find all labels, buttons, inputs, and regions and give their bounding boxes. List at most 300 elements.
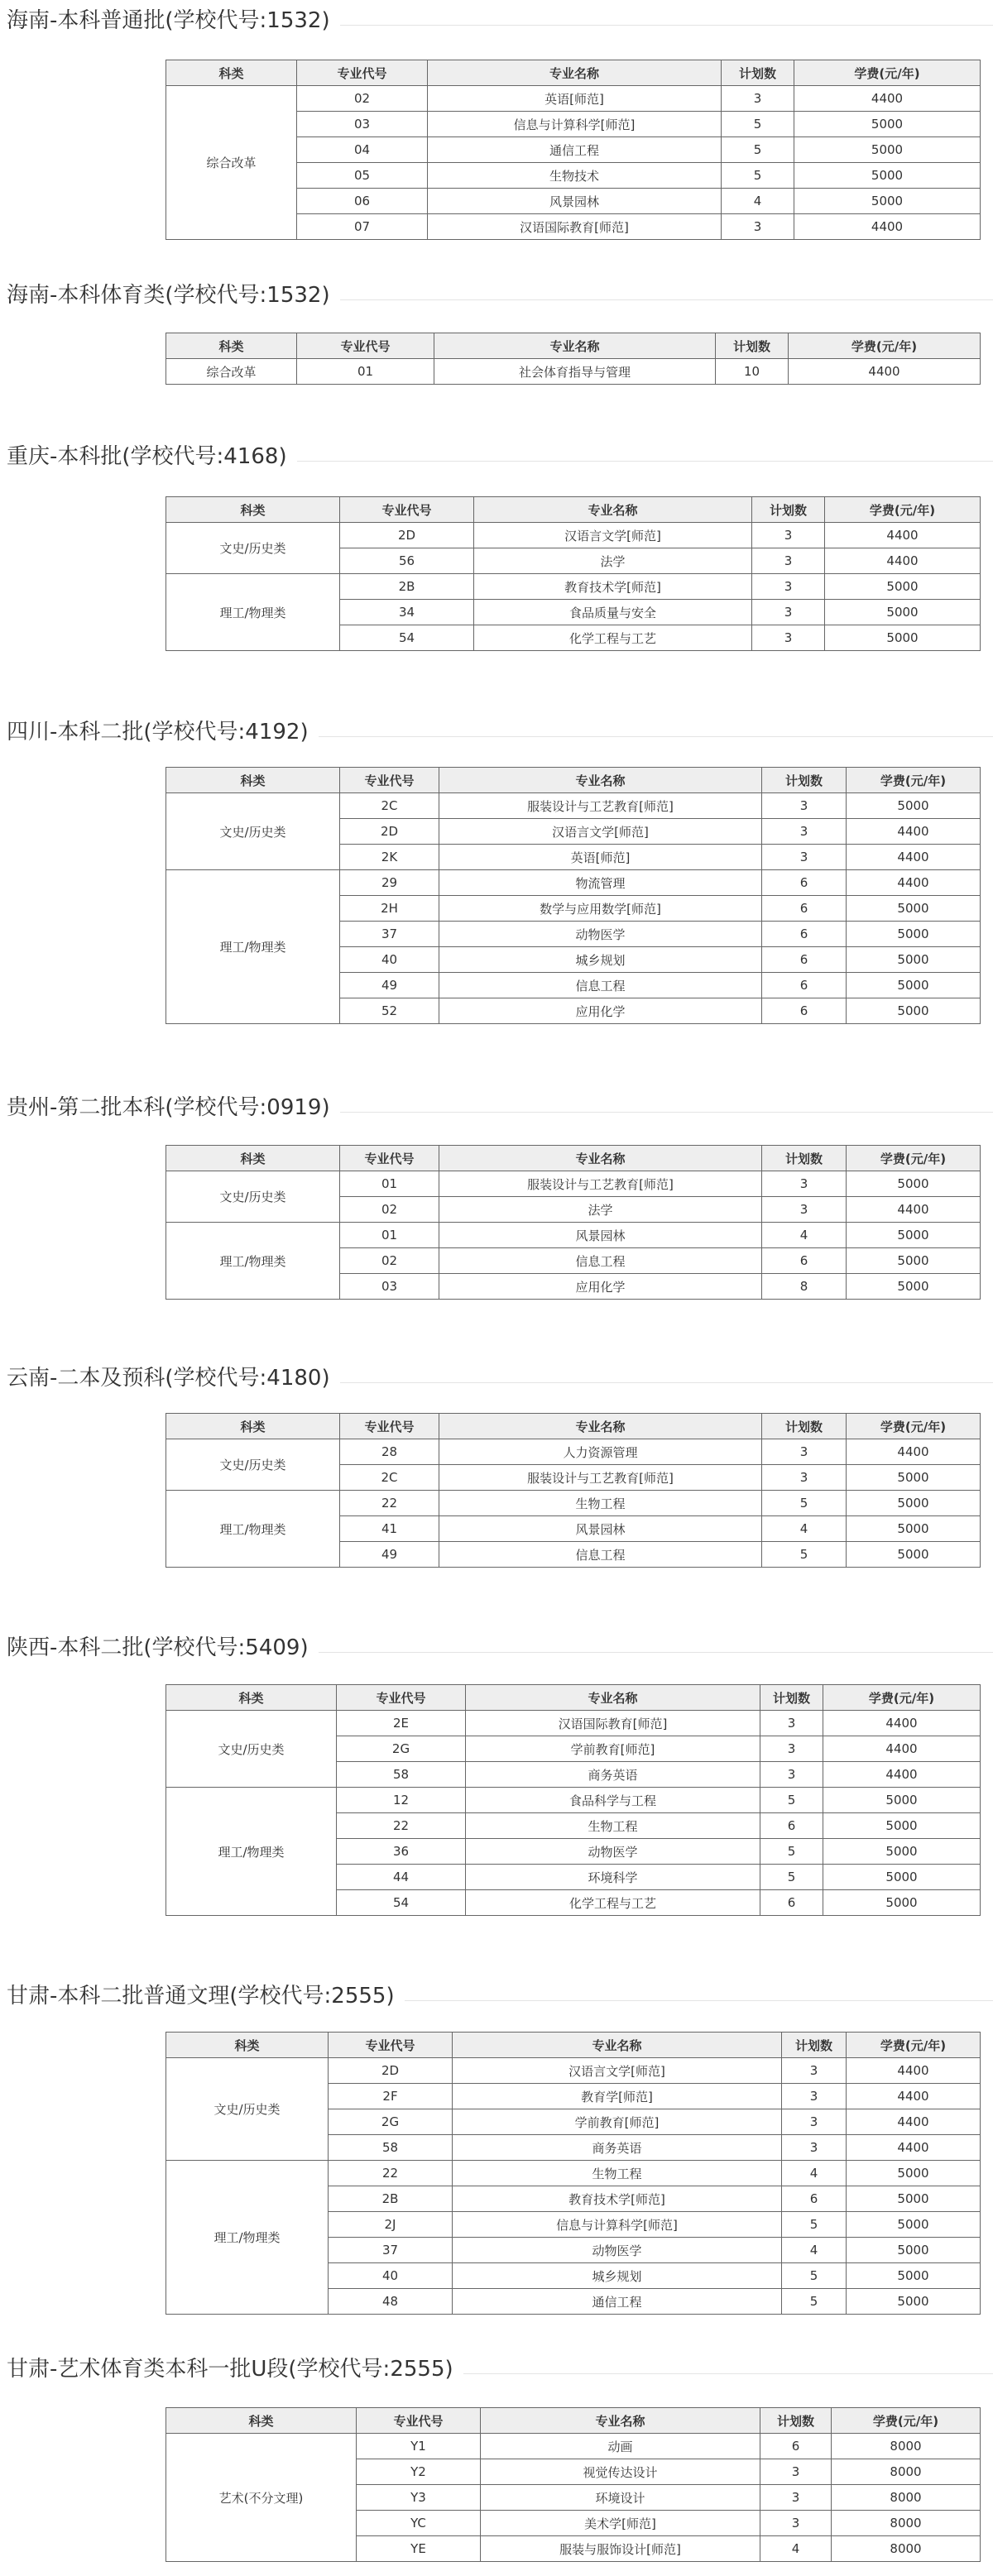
tuition-cell: 4400 [847,2058,981,2084]
tuition-cell: 5000 [823,1813,981,1839]
plan-count-cell: 6 [762,896,847,922]
header-major-name: 专业名称 [439,1414,762,1439]
major-code-cell: 48 [329,2289,453,2315]
tuition-cell: 5000 [847,2238,981,2263]
table-row [166,2161,981,2186]
major-code-cell: 41 [340,1516,439,1542]
plan-count-cell: 6 [760,1813,823,1839]
section-title: 贵州-第二批本科(学校代号:0919) [7,1095,330,1120]
major-code-cell: 44 [337,1865,466,1890]
section-title: 云南-二本及预科(学校代号:4180) [7,1366,330,1391]
plan-count-cell: 6 [762,922,847,947]
plan-count-cell: 6 [762,1248,847,1274]
major-code-cell: 49 [340,973,439,998]
header-plan-count: 计划数 [782,2033,847,2058]
major-code-cell: 29 [340,870,439,896]
category-cell: 理工/物理类 [166,1491,340,1568]
admission-table [166,2032,981,2315]
major-name-cell: 社会体育指导与管理 [434,359,716,385]
header-row [166,1414,981,1439]
table-row [166,86,981,112]
major-code-cell: Y2 [357,2459,481,2485]
tuition-cell: 5000 [794,189,981,214]
plan-count-cell: 3 [752,600,825,625]
header-major-name: 专业名称 [434,333,716,359]
header-plan-count: 计划数 [762,1146,847,1171]
major-name-cell: 英语[师范] [428,86,722,112]
major-code-cell: 01 [340,1223,439,1248]
header-major-name: 专业名称 [439,768,762,793]
header-row [166,333,981,359]
tuition-cell: 4400 [847,2084,981,2109]
plan-count-cell: 3 [760,1762,823,1788]
header-major-name: 专业名称 [453,2033,782,2058]
major-code-cell: 2F [329,2084,453,2109]
section-title: 海南-本科体育类(学校代号:1532) [7,283,330,308]
major-code-cell: 2G [329,2109,453,2135]
header-major-code: 专业代号 [340,1414,439,1439]
tuition-cell: 5000 [794,137,981,163]
plan-count-cell: 5 [722,112,794,137]
plan-count-cell: 3 [760,1711,823,1736]
plan-count-cell: 4 [782,2238,847,2263]
header-category: 科类 [166,1685,337,1711]
major-code-cell: 36 [337,1839,466,1865]
section-title: 陕西-本科二批(学校代号:5409) [7,1635,309,1660]
category-cell: 文史/历史类 [166,1711,337,1788]
major-name-cell: 动物医学 [466,1839,760,1865]
major-code-cell: 02 [297,86,428,112]
tuition-cell: 5000 [823,1788,981,1813]
major-code-cell: 2D [340,523,474,548]
major-code-cell: YE [357,2536,481,2562]
table-row [166,1491,981,1516]
header-plan-count: 计划数 [760,1685,823,1711]
tuition-cell: 5000 [847,896,981,922]
major-name-cell: 食品质量与安全 [474,600,752,625]
admission-table [166,1413,981,1568]
plan-count-cell: 5 [762,1491,847,1516]
major-code-cell: 02 [340,1248,439,1274]
plan-count-cell: 4 [782,2161,847,2186]
tuition-cell: 4400 [825,523,981,548]
major-code-cell: 56 [340,548,474,574]
major-code-cell: 2G [337,1736,466,1762]
table-row [166,1439,981,1465]
tuition-cell: 5000 [847,973,981,998]
tuition-cell: 5000 [847,2289,981,2315]
major-name-cell: 食品科学与工程 [466,1788,760,1813]
section-title: 海南-本科普通批(学校代号:1532) [7,8,330,33]
major-name-cell: 城乡规划 [439,947,762,973]
major-name-cell: 生物工程 [466,1813,760,1839]
plan-count-cell: 5 [760,1788,823,1813]
major-code-cell: 40 [329,2263,453,2289]
tuition-cell: 5000 [825,574,981,600]
major-code-cell: 40 [340,947,439,973]
tuition-cell: 8000 [832,2511,981,2536]
category-cell: 文史/历史类 [166,1171,340,1223]
plan-count-cell: 3 [762,1197,847,1223]
table-row [166,1171,981,1197]
tuition-cell: 5000 [847,1274,981,1300]
plan-count-cell: 6 [760,1890,823,1916]
plan-count-cell: 3 [752,548,825,574]
plan-count-cell: 3 [760,2485,832,2511]
header-major-name: 专业名称 [481,2408,760,2434]
plan-count-cell: 3 [722,86,794,112]
plan-count-cell: 4 [760,2536,832,2562]
plan-count-cell: 3 [762,1439,847,1465]
table-row [166,793,981,819]
major-name-cell: 化学工程与工艺 [466,1890,760,1916]
tuition-cell: 5000 [847,1516,981,1542]
major-code-cell: 37 [329,2238,453,2263]
tuition-cell: 5000 [794,112,981,137]
tuition-cell: 5000 [847,1223,981,1248]
major-name-cell: 美术学[师范] [481,2511,760,2536]
major-name-cell: 通信工程 [428,137,722,163]
major-code-cell: 22 [340,1491,439,1516]
header-tuition: 学费(元/年) [847,1146,981,1171]
header-row [166,2408,981,2434]
major-name-cell: 教育技术学[师范] [474,574,752,600]
table-row [166,870,981,896]
major-code-cell: 02 [340,1197,439,1223]
plan-count-cell: 6 [762,870,847,896]
tuition-cell: 5000 [847,947,981,973]
table-row [166,359,981,385]
major-name-cell: 教育学[师范] [453,2084,782,2109]
tuition-cell: 5000 [847,2186,981,2212]
header-major-code: 专业代号 [297,60,428,86]
major-code-cell: 37 [340,922,439,947]
major-name-cell: 学前教育[师范] [466,1736,760,1762]
major-code-cell: YC [357,2511,481,2536]
major-name-cell: 风景园林 [428,189,722,214]
major-name-cell: 生物技术 [428,163,722,189]
header-tuition: 学费(元/年) [794,60,981,86]
header-major-code: 专业代号 [340,497,474,523]
major-name-cell: 环境科学 [466,1865,760,1890]
major-code-cell: 58 [337,1762,466,1788]
header-category: 科类 [166,2033,329,2058]
category-cell: 文史/历史类 [166,2058,329,2161]
major-name-cell: 通信工程 [453,2289,782,2315]
header-row [166,60,981,86]
tuition-cell: 5000 [823,1890,981,1916]
category-cell: 综合改革 [166,359,297,385]
major-name-cell: 视觉传达设计 [481,2459,760,2485]
major-code-cell: 2D [329,2058,453,2084]
major-name-cell: 商务英语 [453,2135,782,2161]
major-name-cell: 人力资源管理 [439,1439,762,1465]
tuition-cell: 4400 [825,548,981,574]
major-name-cell: 服装与服饰设计[师范] [481,2536,760,2562]
major-code-cell: 01 [340,1171,439,1197]
header-tuition: 学费(元/年) [847,2033,981,2058]
category-cell: 文史/历史类 [166,523,340,574]
major-code-cell: 58 [329,2135,453,2161]
category-cell: 理工/物理类 [166,1788,337,1916]
tuition-cell: 4400 [794,214,981,240]
table-row [166,574,981,600]
plan-count-cell: 6 [762,998,847,1024]
major-code-cell: 2C [340,1465,439,1491]
table-row [166,523,981,548]
major-code-cell: 04 [297,137,428,163]
major-name-cell: 环境设计 [481,2485,760,2511]
major-code-cell: 07 [297,214,428,240]
header-category: 科类 [166,1146,340,1171]
admission-table [166,333,981,385]
plan-count-cell: 5 [762,1542,847,1568]
major-code-cell: 2B [340,574,474,600]
header-row [166,1685,981,1711]
tuition-cell: 4400 [847,1197,981,1223]
admission-table [166,60,981,240]
tuition-cell: 5000 [847,1248,981,1274]
tuition-cell: 4400 [847,1439,981,1465]
plan-count-cell: 5 [722,163,794,189]
header-plan-count: 计划数 [760,2408,832,2434]
plan-count-cell: 10 [716,359,789,385]
plan-count-cell: 4 [762,1223,847,1248]
major-name-cell: 信息与计算科学[师范] [428,112,722,137]
major-code-cell: 2J [329,2212,453,2238]
major-code-cell: 28 [340,1439,439,1465]
plan-count-cell: 3 [760,2459,832,2485]
tuition-cell: 4400 [847,2135,981,2161]
header-major-code: 专业代号 [337,1685,466,1711]
section-divider [340,1112,993,1113]
header-tuition: 学费(元/年) [825,497,981,523]
header-major-code: 专业代号 [340,1146,439,1171]
tuition-cell: 5000 [847,922,981,947]
major-code-cell: 01 [297,359,434,385]
major-name-cell: 信息工程 [439,1248,762,1274]
major-code-cell: 54 [340,625,474,651]
major-code-cell: 03 [297,112,428,137]
section-divider [340,1382,993,1383]
major-name-cell: 物流管理 [439,870,762,896]
major-name-cell: 汉语言文学[师范] [453,2058,782,2084]
header-category: 科类 [166,60,297,86]
plan-count-cell: 8 [762,1274,847,1300]
table-row [166,1788,981,1813]
tuition-cell: 8000 [832,2459,981,2485]
plan-count-cell: 3 [722,214,794,240]
tuition-cell: 5000 [823,1839,981,1865]
major-code-cell: 2C [340,793,439,819]
plan-count-cell: 3 [762,1171,847,1197]
major-code-cell: 06 [297,189,428,214]
tuition-cell: 8000 [832,2434,981,2459]
tuition-cell: 5000 [847,2161,981,2186]
table-row [166,2058,981,2084]
major-name-cell: 商务英语 [466,1762,760,1788]
header-row [166,497,981,523]
section-title: 甘肃-本科二批普通文理(学校代号:2555) [7,1984,395,2009]
header-major-code: 专业代号 [357,2408,481,2434]
plan-count-cell: 3 [782,2135,847,2161]
category-cell: 文史/历史类 [166,1439,340,1491]
category-cell: 理工/物理类 [166,1223,340,1300]
header-major-name: 专业名称 [466,1685,760,1711]
major-code-cell: 34 [340,600,474,625]
plan-count-cell: 5 [760,1865,823,1890]
plan-count-cell: 3 [760,2511,832,2536]
header-category: 科类 [166,1414,340,1439]
category-cell: 理工/物理类 [166,870,340,1024]
major-code-cell: Y3 [357,2485,481,2511]
header-major-code: 专业代号 [297,333,434,359]
plan-count-cell: 3 [762,819,847,845]
header-major-name: 专业名称 [428,60,722,86]
tuition-cell: 5000 [847,1542,981,1568]
header-category: 科类 [166,497,340,523]
major-name-cell: 信息工程 [439,1542,762,1568]
header-major-name: 专业名称 [439,1146,762,1171]
major-name-cell: 学前教育[师范] [453,2109,782,2135]
header-plan-count: 计划数 [752,497,825,523]
tuition-cell: 5000 [847,793,981,819]
plan-count-cell: 6 [762,973,847,998]
plan-count-cell: 3 [752,625,825,651]
major-code-cell: 54 [337,1890,466,1916]
header-plan-count: 计划数 [716,333,789,359]
tuition-cell: 5000 [847,2212,981,2238]
plan-count-cell: 3 [752,523,825,548]
plan-count-cell: 5 [782,2263,847,2289]
category-cell: 理工/物理类 [166,574,340,651]
tuition-cell: 4400 [823,1711,981,1736]
major-name-cell: 汉语言文学[师范] [474,523,752,548]
admission-table [166,1145,981,1300]
header-category: 科类 [166,768,340,793]
major-name-cell: 服装设计与工艺教育[师范] [439,1465,762,1491]
header-major-code: 专业代号 [340,768,439,793]
major-name-cell: 城乡规划 [453,2263,782,2289]
plan-count-cell: 4 [722,189,794,214]
tuition-cell: 5000 [823,1865,981,1890]
tuition-cell: 5000 [847,1491,981,1516]
tuition-cell: 4400 [847,870,981,896]
major-name-cell: 生物工程 [439,1491,762,1516]
major-name-cell: 数学与应用数学[师范] [439,896,762,922]
category-cell: 理工/物理类 [166,2161,329,2315]
header-plan-count: 计划数 [762,768,847,793]
plan-count-cell: 3 [762,793,847,819]
major-name-cell: 服装设计与工艺教育[师范] [439,793,762,819]
header-plan-count: 计划数 [722,60,794,86]
tuition-cell: 5000 [847,1465,981,1491]
header-row [166,2033,981,2058]
plan-count-cell: 6 [782,2186,847,2212]
major-code-cell: 05 [297,163,428,189]
header-major-name: 专业名称 [474,497,752,523]
major-name-cell: 法学 [474,548,752,574]
tuition-cell: 4400 [847,2109,981,2135]
header-major-code: 专业代号 [329,2033,453,2058]
plan-count-cell: 3 [762,845,847,870]
major-name-cell: 信息工程 [439,973,762,998]
major-code-cell: 12 [337,1788,466,1813]
section-divider [405,2000,993,2001]
tuition-cell: 4400 [789,359,981,385]
plan-count-cell: 5 [722,137,794,163]
major-name-cell: 化学工程与工艺 [474,625,752,651]
header-tuition: 学费(元/年) [823,1685,981,1711]
major-code-cell: 22 [329,2161,453,2186]
table-row [166,2434,981,2459]
major-code-cell: 03 [340,1274,439,1300]
major-code-cell: 2D [340,819,439,845]
section-title: 重庆-本科批(学校代号:4168) [7,444,287,469]
admission-table [166,767,981,1024]
major-code-cell: 22 [337,1813,466,1839]
tuition-cell: 4400 [847,845,981,870]
section-divider [297,461,993,462]
admission-table [166,496,981,651]
plan-count-cell: 3 [752,574,825,600]
major-code-cell: 2E [337,1711,466,1736]
major-name-cell: 服装设计与工艺教育[师范] [439,1171,762,1197]
admission-table [166,2407,981,2562]
section-divider [340,25,993,26]
tuition-cell: 5000 [825,600,981,625]
header-row [166,768,981,793]
plan-count-cell: 3 [782,2109,847,2135]
tuition-cell: 4400 [823,1762,981,1788]
major-name-cell: 动画 [481,2434,760,2459]
header-plan-count: 计划数 [762,1414,847,1439]
major-name-cell: 应用化学 [439,1274,762,1300]
section-title: 四川-本科二批(学校代号:4192) [7,720,309,745]
tuition-cell: 8000 [832,2536,981,2562]
header-tuition: 学费(元/年) [789,333,981,359]
major-code-cell: 52 [340,998,439,1024]
header-tuition: 学费(元/年) [847,768,981,793]
tuition-cell: 4400 [794,86,981,112]
major-name-cell: 信息与计算科学[师范] [453,2212,782,2238]
section-divider [319,736,993,737]
plan-count-cell: 3 [782,2084,847,2109]
tuition-cell: 8000 [832,2485,981,2511]
category-cell: 文史/历史类 [166,793,340,870]
plan-count-cell: 6 [762,947,847,973]
tuition-cell: 5000 [847,1171,981,1197]
plan-count-cell: 6 [760,2434,832,2459]
major-code-cell: Y1 [357,2434,481,2459]
plan-count-cell: 5 [760,1839,823,1865]
header-category: 科类 [166,2408,357,2434]
major-name-cell: 汉语言文学[师范] [439,819,762,845]
major-name-cell: 动物医学 [439,922,762,947]
major-name-cell: 英语[师范] [439,845,762,870]
tuition-cell: 5000 [847,2263,981,2289]
header-tuition: 学费(元/年) [832,2408,981,2434]
plan-count-cell: 3 [760,1736,823,1762]
plan-count-cell: 3 [782,2058,847,2084]
major-name-cell: 法学 [439,1197,762,1223]
major-name-cell: 风景园林 [439,1223,762,1248]
major-name-cell: 风景园林 [439,1516,762,1542]
tuition-cell: 5000 [794,163,981,189]
section-title: 甘肃-艺术体育类本科一批U段(学校代号:2555) [7,2357,453,2382]
tuition-cell: 4400 [823,1736,981,1762]
tuition-cell: 5000 [847,998,981,1024]
